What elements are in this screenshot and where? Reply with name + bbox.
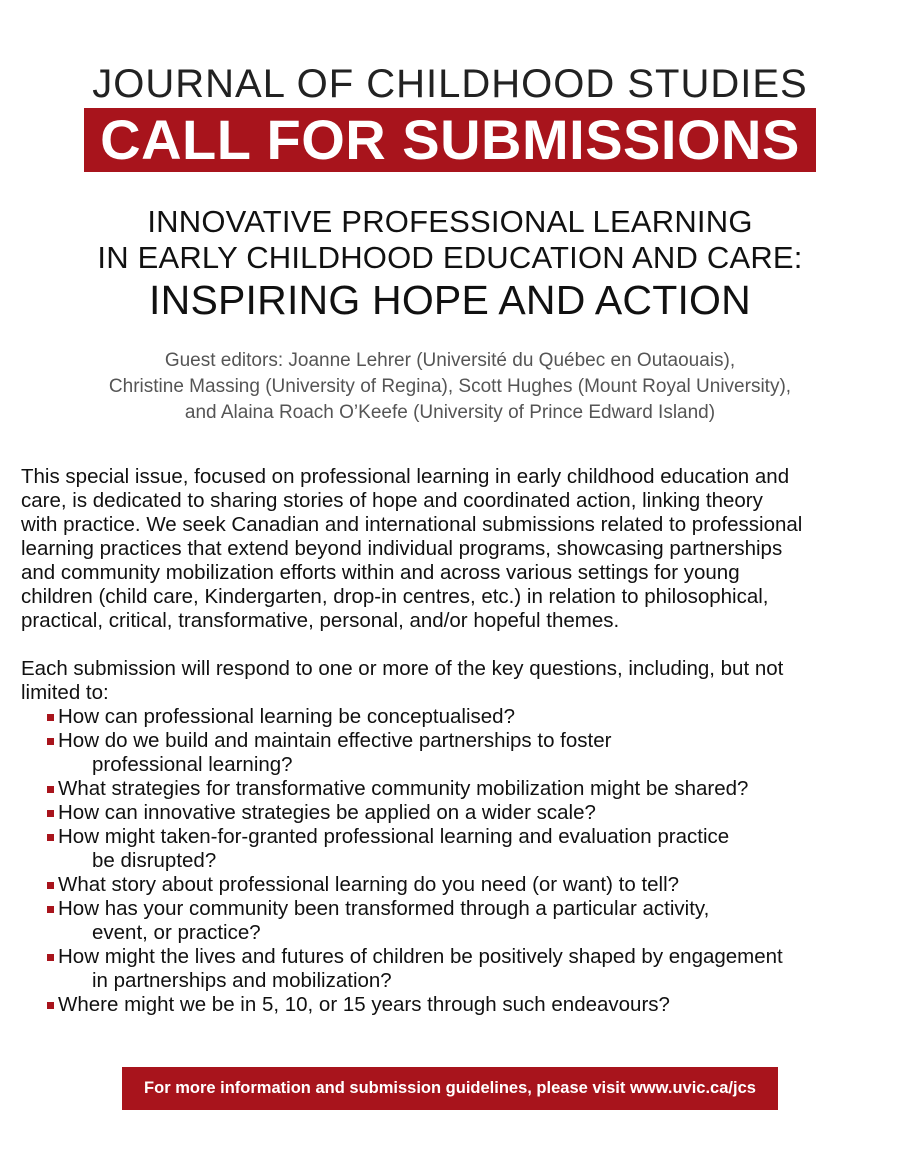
issue-title: [0, 204, 900, 324]
question-text: How has your community been transformed through a particular activity,: [58, 897, 710, 920]
square-bullet-icon: [47, 834, 54, 841]
question-item: [45, 825, 887, 873]
question-text: How might taken-for-granted professional learning and evaluation practice: [58, 825, 730, 848]
questions-intro-line: limited to:: [21, 681, 109, 704]
more-info-link-text[interactable]: For more information and submission guidelines, please visit www.uvic.ca/jcs: [144, 1079, 756, 1097]
question-text-continued: be disrupted?: [92, 849, 217, 872]
question-item: [45, 897, 887, 945]
square-bullet-icon: [47, 1002, 54, 1009]
journal-name: JOURNAL OF CHILDHOOD STUDIES: [92, 62, 808, 106]
square-bullet-icon: [47, 906, 54, 913]
intro-line: This special issue, focused on professional learning in early childhood education and: [21, 465, 790, 488]
body-text: [21, 465, 887, 1017]
square-bullet-icon: [47, 714, 54, 721]
key-questions-list: [21, 705, 887, 1017]
title-line-3: INSPIRING HOPE AND ACTION: [149, 277, 751, 323]
intro-line: and community mobilization efforts within and across various settings for young: [21, 561, 740, 584]
question-text-continued: event, or practice?: [92, 921, 261, 944]
square-bullet-icon: [47, 954, 54, 961]
question-item: [45, 993, 887, 1017]
questions-intro-line: Each submission will respond to one or more of the key questions, including, but not: [21, 657, 784, 680]
question-text: What story about professional learning do you need (or want) to tell?: [58, 873, 680, 896]
call-for-submissions-banner: [84, 108, 816, 172]
question-text: How do we build and maintain effective partnerships to foster: [58, 729, 612, 752]
question-text-continued: in partnerships and mobilization?: [92, 969, 392, 992]
question-item: [45, 705, 887, 729]
intro-paragraph: [21, 465, 887, 633]
square-bullet-icon: [47, 786, 54, 793]
question-text: How can innovative strategies be applied on a wider scale?: [58, 801, 596, 824]
intro-line: practical, critical, transformative, personal, and/or hopeful themes.: [21, 609, 620, 632]
title-line-1: INNOVATIVE PROFESSIONAL LEARNING: [147, 204, 753, 239]
square-bullet-icon: [47, 810, 54, 817]
question-item: [45, 873, 887, 897]
editors-line-3: and Alaina Roach O’Keefe (University of Prince Edward Island): [184, 402, 716, 423]
question-text: What strategies for transformative community mobilization might be shared?: [58, 777, 749, 800]
guest-editors: [0, 348, 900, 426]
question-text: Where might we be in 5, 10, or 15 years through such endeavours?: [58, 993, 670, 1016]
question-text: How can professional learning be conceptualised?: [58, 705, 515, 728]
intro-line: with practice. We seek Canadian and international submissions related to professional: [21, 513, 803, 536]
banner-text: CALL FOR SUBMISSIONS: [100, 108, 800, 171]
more-info-footer: [122, 1067, 778, 1110]
question-text: How might the lives and futures of children be positively shaped by engagement: [58, 945, 783, 968]
question-item: [45, 945, 887, 993]
square-bullet-icon: [47, 738, 54, 745]
intro-line: care, is dedicated to sharing stories of hope and coordinated action, linking theory: [21, 489, 763, 512]
title-line-2: IN EARLY CHILDHOOD EDUCATION AND CARE:: [97, 240, 803, 275]
intro-line: learning practices that extend beyond individual programs, showcasing partnerships: [21, 537, 783, 560]
question-item: [45, 729, 887, 777]
questions-intro: [21, 657, 887, 705]
question-item: [45, 801, 887, 825]
editors-line-2: Christine Massing (University of Regina), Scott Hughes (Mount Royal University),: [108, 376, 792, 397]
square-bullet-icon: [47, 882, 54, 889]
question-text-continued: professional learning?: [92, 753, 293, 776]
intro-line: children (child care, Kindergarten, drop-in centres, etc.) in relation to philosophical,: [21, 585, 769, 608]
editors-line-1: Guest editors: Joanne Lehrer (Université du Québec en Outaouais),: [164, 350, 736, 371]
question-item: [45, 777, 887, 801]
